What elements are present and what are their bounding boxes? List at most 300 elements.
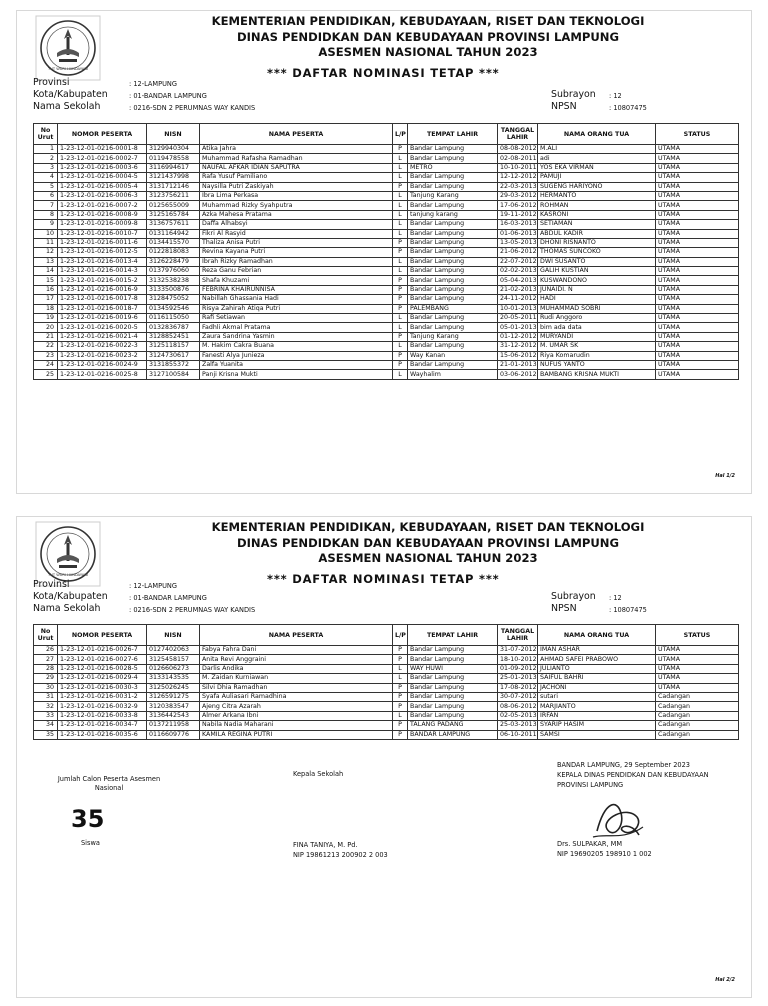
table-cell: 10 [34, 229, 58, 238]
principal-name: FINA TANIYA, M. Pd. [293, 841, 358, 849]
table-cell: 0126606273 [147, 664, 200, 673]
table-cell: P [393, 276, 408, 285]
page-number: Hal 2/2 [715, 977, 735, 983]
table-cell: 10-01-2013 [498, 304, 538, 313]
table-cell: 7 [34, 201, 58, 210]
table-cell: UTAMA [656, 370, 739, 379]
column-header: TANGGAL LAHIR [498, 625, 538, 646]
column-header: NISN [147, 625, 200, 646]
subrayon-label: Subrayon [551, 591, 596, 602]
table-cell: HADI [538, 295, 656, 304]
table-cell: M. Hakim Cakra Buana [200, 342, 393, 351]
table-cell: Nabila Nadia Maharani [200, 721, 393, 730]
table-cell: JACHONI [538, 683, 656, 692]
table-cell: 6 [34, 191, 58, 200]
column-header: NOMOR PESERTA [58, 124, 147, 145]
table-cell: 1-23-12-01-0216-0032-9 [58, 702, 147, 711]
column-header: L/P [393, 625, 408, 646]
table-cell: 1-23-12-01-0216-0035-6 [58, 730, 147, 739]
table-cell: IMAN ASHAR [538, 646, 656, 655]
table-cell: SYARIP HASIM [538, 721, 656, 730]
table-cell: 1-23-12-01-0216-0007-2 [58, 201, 147, 210]
svg-text:TUT WURI HANDAYANI: TUT WURI HANDAYANI [48, 67, 88, 71]
table-cell: L [393, 323, 408, 332]
table-cell: 2 [34, 154, 58, 163]
table-row [34, 692, 739, 701]
total-candidates-label: Jumlah Calon Peserta Asesmen Nasional [57, 775, 161, 792]
table-row [34, 683, 739, 692]
table-cell: sutari [538, 692, 656, 701]
table-cell: 1-23-12-01-0216-0005-4 [58, 182, 147, 191]
table-cell: UTAMA [656, 229, 739, 238]
table-row [34, 173, 739, 182]
table-cell: 1-23-12-01-0216-0011-6 [58, 238, 147, 247]
table-cell: 11 [34, 238, 58, 247]
page-number: Hal 1/2 [715, 473, 735, 479]
table-cell: Bandar Lampung [408, 692, 498, 701]
table-row [34, 285, 739, 294]
table-row [34, 201, 739, 210]
column-header: TANGGAL LAHIR [498, 124, 538, 145]
table-cell: L [393, 370, 408, 379]
table-cell: 15-06-2012 [498, 351, 538, 360]
table-cell: 12-12-2012 [498, 173, 538, 182]
table-cell: P [393, 351, 408, 360]
table-cell: HERMANTO [538, 191, 656, 200]
svg-text:TUT WURI HANDAYANI: TUT WURI HANDAYANI [48, 573, 88, 577]
table-cell: 1-23-12-01-0216-0002-7 [58, 154, 147, 163]
table-cell: Tanjung Karang [408, 191, 498, 200]
table-cell: 35 [34, 730, 58, 739]
table-cell: WAY HUWI [408, 664, 498, 673]
table-cell: 1-23-12-01-0216-0004-5 [58, 173, 147, 182]
table-cell: 1-23-12-01-0216-0010-7 [58, 229, 147, 238]
table-cell: M.ALI [538, 145, 656, 154]
table-cell: 9 [34, 220, 58, 229]
table-cell: UTAMA [656, 646, 739, 655]
table-cell: UTAMA [656, 285, 739, 294]
table-cell: Risya Zahirah Atiqa Putri [200, 304, 393, 313]
table-cell: UTAMA [656, 267, 739, 276]
table-cell: Fadhli Akmal Pratama [200, 323, 393, 332]
table-cell: 19-11-2012 [498, 210, 538, 219]
table-cell: 3126228479 [147, 257, 200, 266]
table-cell: P [393, 145, 408, 154]
table-cell: 1-23-12-01-0216-0015-2 [58, 276, 147, 285]
table-cell: M. Zaidan Kurniawan [200, 674, 393, 683]
table-cell: IRFAN [538, 711, 656, 720]
table-cell: Nabillah Ghassania Hadi [200, 295, 393, 304]
table-cell: 24-11-2012 [498, 295, 538, 304]
table-cell: 3128475052 [147, 295, 200, 304]
table-cell: 21-01-2013 [498, 360, 538, 369]
provinsi-value: : 12-LAMPUNG [129, 80, 177, 88]
table-cell: 1-23-12-01-0216-0016-9 [58, 285, 147, 294]
provinsi-label: Provinsi [33, 579, 70, 590]
table-cell: P [393, 730, 408, 739]
table-row [34, 145, 739, 154]
table-cell: L [393, 154, 408, 163]
table-cell: 1-23-12-01-0216-0028-5 [58, 664, 147, 673]
table-cell: 0131164942 [147, 229, 200, 238]
table-cell: 5 [34, 182, 58, 191]
table-cell: UTAMA [656, 314, 739, 323]
table-cell: 27 [34, 655, 58, 664]
table-row [34, 711, 739, 720]
table-row [34, 351, 739, 360]
table-cell: Thaliza Anisa Putri [200, 238, 393, 247]
total-candidates-unit: Siswa [81, 839, 100, 847]
table-cell: Azka Mahesa Pratama [200, 210, 393, 219]
table-cell: 1-23-12-01-0216-0034-7 [58, 721, 147, 730]
table-row [34, 655, 739, 664]
table-cell: UTAMA [656, 351, 739, 360]
table-cell: L [393, 163, 408, 172]
table-cell: 1-23-12-01-0216-0022-3 [58, 342, 147, 351]
table-cell: Cadangan [656, 702, 739, 711]
table-cell: 05-04-2013 [498, 276, 538, 285]
table-cell: Bandar Lampung [408, 314, 498, 323]
header-line-3: ASESMEN NASIONAL TAHUN 2023 [318, 45, 538, 59]
table-cell: UTAMA [656, 295, 739, 304]
table-cell: P [393, 702, 408, 711]
table-row [34, 730, 739, 739]
table-cell: 0137976060 [147, 267, 200, 276]
table-cell: P [393, 182, 408, 191]
list-title: *** DAFTAR NOMINASI TETAP *** [267, 572, 500, 586]
column-header: NAMA ORANG TUA [538, 124, 656, 145]
table-cell: 21-02-2013 [498, 285, 538, 294]
table-row [34, 276, 739, 285]
table-cell: 3136757611 [147, 220, 200, 229]
table-cell: Bandar Lampung [408, 238, 498, 247]
table-cell: P [393, 238, 408, 247]
table-cell: 3125165784 [147, 210, 200, 219]
table-cell: 01-06-2013 [498, 229, 538, 238]
table-cell: Bandar Lampung [408, 267, 498, 276]
table-cell: UTAMA [656, 323, 739, 332]
npsn-label: NPSN [551, 603, 577, 614]
table-row [34, 163, 739, 172]
column-header: STATUS [656, 625, 739, 646]
table-row [34, 182, 739, 191]
table-cell: 18 [34, 304, 58, 313]
table-cell: KUSWANDONO [538, 276, 656, 285]
column-header: STATUS [656, 124, 739, 145]
table-row [34, 702, 739, 711]
table-cell: L [393, 173, 408, 182]
table-cell: Ibrah Rizky Ramadhan [200, 257, 393, 266]
table-cell: Fikri Al Rasyid [200, 229, 393, 238]
column-header: NAMA ORANG TUA [538, 625, 656, 646]
sekolah-value: : 0216-SDN 2 PERUMNAS WAY KANDIS [129, 104, 256, 112]
table-cell: 3128852451 [147, 332, 200, 341]
head-of-office-title-2: PROVINSI LAMPUNG [557, 781, 624, 789]
table-cell: UTAMA [656, 163, 739, 172]
table-cell: P [393, 248, 408, 257]
sekolah-value: : 0216-SDN 2 PERUMNAS WAY KANDIS [129, 606, 256, 614]
table-cell: P [393, 721, 408, 730]
table-cell: Bandar Lampung [408, 655, 498, 664]
npsn-value: : 10807475 [609, 104, 647, 112]
table-cell: P [393, 360, 408, 369]
table-cell: 31-07-2012 [498, 646, 538, 655]
table-cell: Bandar Lampung [408, 285, 498, 294]
table-cell: Shafa Khuzami [200, 276, 393, 285]
table-row [34, 267, 739, 276]
table-header-row [34, 124, 739, 145]
table-cell: Muhammad Rizky Syahputra [200, 201, 393, 210]
table-cell: 19 [34, 314, 58, 323]
provinsi-label: Provinsi [33, 77, 70, 88]
table-cell: 25-01-2013 [498, 674, 538, 683]
table-cell: 15 [34, 276, 58, 285]
table-cell: 4 [34, 173, 58, 182]
table-cell: 3124730617 [147, 351, 200, 360]
table-cell: KAMILA REGINA PUTRI [200, 730, 393, 739]
table-cell: 0134592546 [147, 304, 200, 313]
table-cell: 1-23-12-01-0216-0033-8 [58, 711, 147, 720]
table-cell: 06-10-2011 [498, 730, 538, 739]
table-row [34, 314, 739, 323]
table-cell: 1-23-12-01-0216-0009-8 [58, 220, 147, 229]
table-cell: 08-06-2012 [498, 702, 538, 711]
table-cell: UTAMA [656, 210, 739, 219]
table-cell: Bandar Lampung [408, 295, 498, 304]
table-row [34, 154, 739, 163]
table-cell: DHONI RISNANTO [538, 238, 656, 247]
table-cell: 02-08-2011 [498, 154, 538, 163]
table-row [34, 370, 739, 379]
table-cell: 25-03-2013 [498, 721, 538, 730]
table-cell: 0137211958 [147, 721, 200, 730]
table-cell: 1-23-12-01-0216-0018-7 [58, 304, 147, 313]
table-cell: Bandar Lampung [408, 220, 498, 229]
provinsi-value: : 12-LAMPUNG [129, 582, 177, 590]
kota-value: : 01-BANDAR LAMPUNG [129, 92, 207, 100]
table-cell: 0119478558 [147, 154, 200, 163]
head-of-office-name: Drs. SULPAKAR, MM [557, 840, 623, 848]
table-cell: Bandar Lampung [408, 182, 498, 191]
principal-nip: NIP 19861213 200902 2 003 [293, 851, 388, 859]
table-cell: 29 [34, 674, 58, 683]
table-cell: 02-02-2013 [498, 267, 538, 276]
column-header: TEMPAT LAHIR [408, 625, 498, 646]
sekolah-label: Nama Sekolah [33, 101, 101, 112]
table-cell: Cadangan [656, 721, 739, 730]
table-cell: 3120383547 [147, 702, 200, 711]
table-row [34, 664, 739, 673]
table-cell: Bandar Lampung [408, 702, 498, 711]
table-cell: UTAMA [656, 664, 739, 673]
head-of-office-nip: NIP 19690205 198910 1 002 [557, 850, 652, 858]
table-cell: 16 [34, 285, 58, 294]
table-cell: UTAMA [656, 191, 739, 200]
subrayon-label: Subrayon [551, 89, 596, 100]
table-cell: tanjung karang [408, 210, 498, 219]
table-cell: JUNAIDI. N [538, 285, 656, 294]
table-row [34, 304, 739, 313]
table-cell: 20-05-2011 [498, 314, 538, 323]
table-cell: UTAMA [656, 304, 739, 313]
column-header: NOMOR PESERTA [58, 625, 147, 646]
table-cell: L [393, 229, 408, 238]
kota-label: Kota/Kabupaten [33, 89, 108, 100]
subrayon-value: : 12 [609, 92, 622, 100]
table-cell: YOS EKA VIRMAN [538, 163, 656, 172]
table-cell: 23 [34, 351, 58, 360]
tut-wuri-handayani-logo-icon [35, 15, 101, 81]
table-cell: 21-06-2012 [498, 248, 538, 257]
table-cell: 3121437998 [147, 173, 200, 182]
table-cell: 1-23-12-01-0216-0027-6 [58, 655, 147, 664]
principal-title: Kepala Sekolah [293, 770, 344, 778]
table-cell: UTAMA [656, 238, 739, 247]
table-cell: L [393, 267, 408, 276]
table-cell: Darlis Andika [200, 664, 393, 673]
table-cell: Panji Krisna Mukti [200, 370, 393, 379]
table-cell: Bandar Lampung [408, 674, 498, 683]
table-cell: 0134415570 [147, 238, 200, 247]
sign-place-date: BANDAR LAMPUNG, 29 September 2023 [557, 761, 690, 769]
header-line-1: KEMENTERIAN PENDIDIKAN, KEBUDAYAAN, RISET DAN TEKNOLOGI [211, 14, 645, 28]
table-cell: UTAMA [656, 173, 739, 182]
table-cell: 08-08-2012 [498, 145, 538, 154]
table-cell: L [393, 257, 408, 266]
table-row [34, 332, 739, 341]
table-row [34, 295, 739, 304]
table-cell: L [393, 210, 408, 219]
table-cell: 1-23-12-01-0216-0025-8 [58, 370, 147, 379]
table-cell: GALIH KUSTIAN [538, 267, 656, 276]
table-cell: L [393, 674, 408, 683]
table-cell: METRO [408, 163, 498, 172]
table-cell: 1 [34, 145, 58, 154]
header-line-2: DINAS PENDIDKAN DAN KEBUDAYAAN PROVINSI LAMPUNG [236, 535, 619, 550]
table-cell: Silvi Dhia Ramadhan [200, 683, 393, 692]
table-cell: 14 [34, 267, 58, 276]
table-cell: 1-23-12-01-0216-0029-4 [58, 674, 147, 683]
table-cell: Muhammad Rafasha Ramadhan [200, 154, 393, 163]
column-header: NAMA PESERTA [200, 625, 393, 646]
table-cell: L [393, 711, 408, 720]
table-row [34, 210, 739, 219]
table-cell: DWI SUSANTO [538, 257, 656, 266]
table-cell: SAMSI [538, 730, 656, 739]
table-cell: bim ada data [538, 323, 656, 332]
table-row [34, 646, 739, 655]
header-line-2: DINAS PENDIDKAN DAN KEBUDAYAAN PROVINSI LAMPUNG [236, 29, 619, 44]
table-cell: Fanesti Alya Junieza [200, 351, 393, 360]
table-cell: Riya Komarudin [538, 351, 656, 360]
table-cell: 17 [34, 295, 58, 304]
table-cell: 0132836787 [147, 323, 200, 332]
table-cell: 31 [34, 692, 58, 701]
table-cell: NUFUS YANTO [538, 360, 656, 369]
table-cell: P [393, 295, 408, 304]
table-cell: Zaura Sandrina Yasmin [200, 332, 393, 341]
table-cell: L [393, 664, 408, 673]
head-of-office-block [557, 760, 709, 790]
table-cell: UTAMA [656, 257, 739, 266]
table-cell: 34 [34, 721, 58, 730]
table-cell: UTAMA [656, 248, 739, 257]
table-cell: 3123756211 [147, 191, 200, 200]
table-cell: 03-06-2012 [498, 370, 538, 379]
total-candidates-count: 35 [71, 805, 105, 833]
table-cell: 3116994617 [147, 163, 200, 172]
column-header: No Urut [34, 625, 58, 646]
table-cell: 3125118157 [147, 342, 200, 351]
table-cell: Bandar Lampung [408, 229, 498, 238]
table-cell: 30-07-2012 [498, 692, 538, 701]
table-cell: 3133143535 [147, 674, 200, 683]
table-cell: Ajeng Citra Azarah [200, 702, 393, 711]
table-cell: 22-07-2012 [498, 257, 538, 266]
kota-value: : 01-BANDAR LAMPUNG [129, 594, 207, 602]
table-cell: UTAMA [656, 145, 739, 154]
table-cell: P [393, 285, 408, 294]
table-cell: 3131712146 [147, 182, 200, 191]
table-cell: 30 [34, 683, 58, 692]
table-cell: 0127402063 [147, 646, 200, 655]
table-cell: Cadangan [656, 692, 739, 701]
table-cell: 13-05-2013 [498, 238, 538, 247]
table-cell: 3126591275 [147, 692, 200, 701]
table-cell: 12 [34, 248, 58, 257]
table-cell: 3131855372 [147, 360, 200, 369]
table-cell: Fabya Fahra Dani [200, 646, 393, 655]
table-cell: MARJIANTO [538, 702, 656, 711]
table-cell: Almer Arkana Ibni [200, 711, 393, 720]
table-cell: 02-05-2013 [498, 711, 538, 720]
table-cell: Ibra Lima Perkasa [200, 191, 393, 200]
head-of-office-title-1: KEPALA DINAS PENDIDKAN DAN KEBUDAYAAN [557, 771, 709, 779]
column-header: L/P [393, 124, 408, 145]
table-cell: Bandar Lampung [408, 201, 498, 210]
table-cell: 22 [34, 342, 58, 351]
table-cell: TALANG PADANG [408, 721, 498, 730]
table-cell: Bandar Lampung [408, 646, 498, 655]
table-cell: Bandar Lampung [408, 360, 498, 369]
table-row [34, 721, 739, 730]
table-cell: 1-23-12-01-0216-0008-9 [58, 210, 147, 219]
table-cell: Bandar Lampung [408, 683, 498, 692]
table-cell: Bandar Lampung [408, 173, 498, 182]
table-cell: 3127100584 [147, 370, 200, 379]
table-cell: FEBRINA KHAIRUNNISA [200, 285, 393, 294]
table-cell: PALEMBANG [408, 304, 498, 313]
table-cell: P [393, 683, 408, 692]
table-cell: 1-23-12-01-0216-0019-6 [58, 314, 147, 323]
table-cell: 29-03-2012 [498, 191, 538, 200]
table-cell: L [393, 314, 408, 323]
table-row [34, 220, 739, 229]
table-row [34, 238, 739, 247]
table-cell: P [393, 646, 408, 655]
table-cell: Daffa Alhabsyi [200, 220, 393, 229]
table-cell: 01-12-2012 [498, 332, 538, 341]
table-cell: 31-12-2012 [498, 342, 538, 351]
table-cell: Bandar Lampung [408, 342, 498, 351]
table-cell: P [393, 332, 408, 341]
table-cell: Revina Kayana Putri [200, 248, 393, 257]
table-cell: 1-23-12-01-0216-0030-3 [58, 683, 147, 692]
sekolah-label: Nama Sekolah [33, 603, 101, 614]
table-cell: 8 [34, 210, 58, 219]
table-cell: 16-03-2013 [498, 220, 538, 229]
table-cell: SETIAMAN [538, 220, 656, 229]
